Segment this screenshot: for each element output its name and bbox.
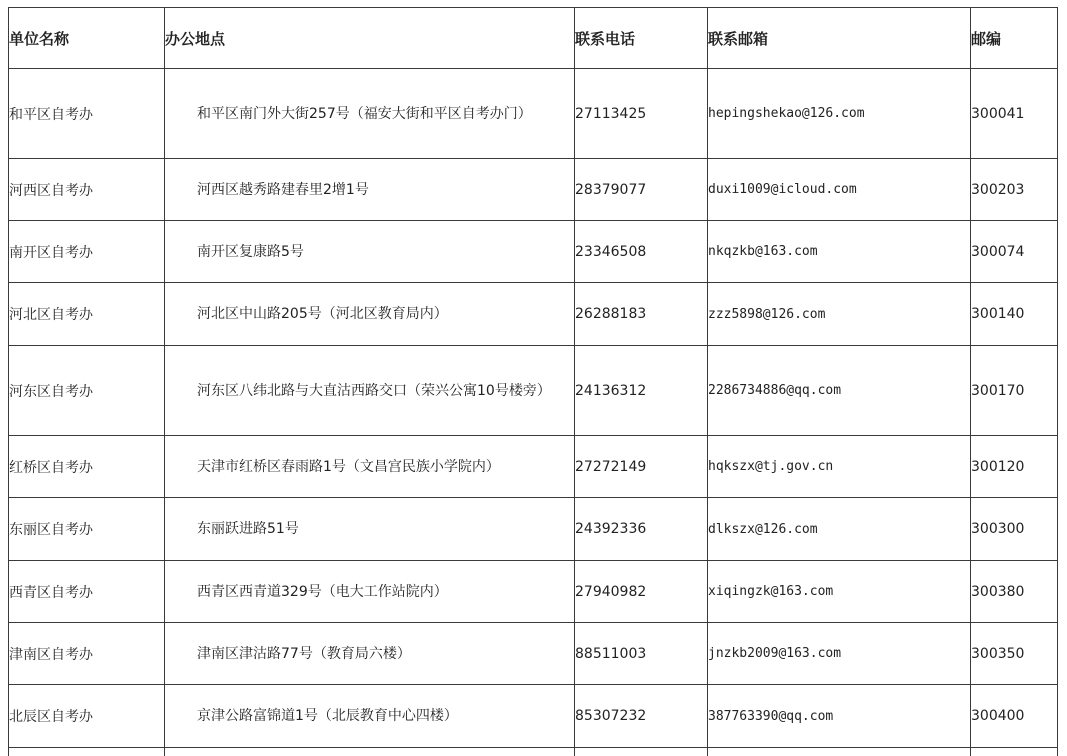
cell-email: duxi1009@icloud.com: [708, 159, 971, 221]
table-row: [9, 346, 1058, 436]
cell-email: xiqingzk@163.com: [708, 561, 971, 623]
cell-email: 2286734886@qq.com: [708, 346, 971, 436]
cell-postcode: 300400: [971, 685, 1058, 748]
cell-phone: 23346508: [575, 221, 708, 283]
cell-postcode: 300140: [971, 283, 1058, 346]
cell-email: hepingshekao@126.com: [708, 69, 971, 159]
cell-phone: 24392336: [575, 498, 708, 561]
cell-phone: 88511003: [575, 623, 708, 685]
cell-postcode: 300120: [971, 436, 1058, 498]
cell-unit-name: 东丽区自考办: [9, 498, 165, 561]
exam-office-directory-table: [8, 7, 1058, 756]
table-row-partial: [9, 748, 1058, 756]
cell-address: 河北区中山路205号（河北区教育局内）: [165, 283, 575, 346]
cell-address: 津南区津沽路77号（教育局六楼）: [165, 623, 575, 685]
cell-empty: [971, 748, 1058, 756]
cell-email: hqkszx@tj.gov.cn: [708, 436, 971, 498]
table-row: [9, 283, 1058, 346]
table-row: [9, 69, 1058, 159]
table-row: [9, 561, 1058, 623]
table-row: [9, 685, 1058, 748]
cell-phone: 24136312: [575, 346, 708, 436]
header-postcode: 邮编: [971, 8, 1058, 69]
table-header-row: [9, 8, 1058, 69]
table-row: [9, 221, 1058, 283]
cell-address: 天津市红桥区春雨路1号（文昌宫民族小学院内）: [165, 436, 575, 498]
cell-unit-name: 河北区自考办: [9, 283, 165, 346]
cell-email: zzz5898@126.com: [708, 283, 971, 346]
cell-unit-name: 河西区自考办: [9, 159, 165, 221]
cell-address: 河西区越秀路建春里2增1号: [165, 159, 575, 221]
cell-phone: 27940982: [575, 561, 708, 623]
cell-unit-name: 西青区自考办: [9, 561, 165, 623]
cell-email: nkqzkb@163.com: [708, 221, 971, 283]
cell-empty: [165, 748, 575, 756]
table-row: [9, 436, 1058, 498]
cell-phone: 26288183: [575, 283, 708, 346]
cell-empty: [708, 748, 971, 756]
cell-unit-name: 河东区自考办: [9, 346, 165, 436]
table-row: [9, 159, 1058, 221]
cell-unit-name: 北辰区自考办: [9, 685, 165, 748]
cell-postcode: 300074: [971, 221, 1058, 283]
header-unit-name: 单位名称: [9, 8, 165, 69]
cell-postcode: 300300: [971, 498, 1058, 561]
cell-phone: 28379077: [575, 159, 708, 221]
cell-email: 387763390@qq.com: [708, 685, 971, 748]
cell-unit-name: 津南区自考办: [9, 623, 165, 685]
cell-address: 河东区八纬北路与大直沽西路交口（荣兴公寓10号楼旁）: [165, 346, 575, 436]
cell-postcode: 300350: [971, 623, 1058, 685]
cell-address: 西青区西青道329号（电大工作站院内）: [165, 561, 575, 623]
cell-postcode: 300203: [971, 159, 1058, 221]
cell-phone: 85307232: [575, 685, 708, 748]
cell-email: jnzkb2009@163.com: [708, 623, 971, 685]
cell-empty: [9, 748, 165, 756]
cell-address: 东丽跃进路51号: [165, 498, 575, 561]
cell-unit-name: 南开区自考办: [9, 221, 165, 283]
header-phone: 联系电话: [575, 8, 708, 69]
cell-phone: 27272149: [575, 436, 708, 498]
cell-unit-name: 和平区自考办: [9, 69, 165, 159]
table-row: [9, 623, 1058, 685]
cell-phone: 27113425: [575, 69, 708, 159]
cell-postcode: 300380: [971, 561, 1058, 623]
table-row: [9, 498, 1058, 561]
cell-email: dlkszx@126.com: [708, 498, 971, 561]
cell-empty: [575, 748, 708, 756]
cell-postcode: 300041: [971, 69, 1058, 159]
cell-address: 南开区复康路5号: [165, 221, 575, 283]
cell-unit-name: 红桥区自考办: [9, 436, 165, 498]
cell-postcode: 300170: [971, 346, 1058, 436]
header-office-address: 办公地点: [165, 8, 575, 69]
cell-address: 京津公路富锦道1号（北辰教育中心四楼）: [165, 685, 575, 748]
header-email: 联系邮箱: [708, 8, 971, 69]
cell-address: 和平区南门外大街257号（福安大街和平区自考办门）: [165, 69, 575, 159]
